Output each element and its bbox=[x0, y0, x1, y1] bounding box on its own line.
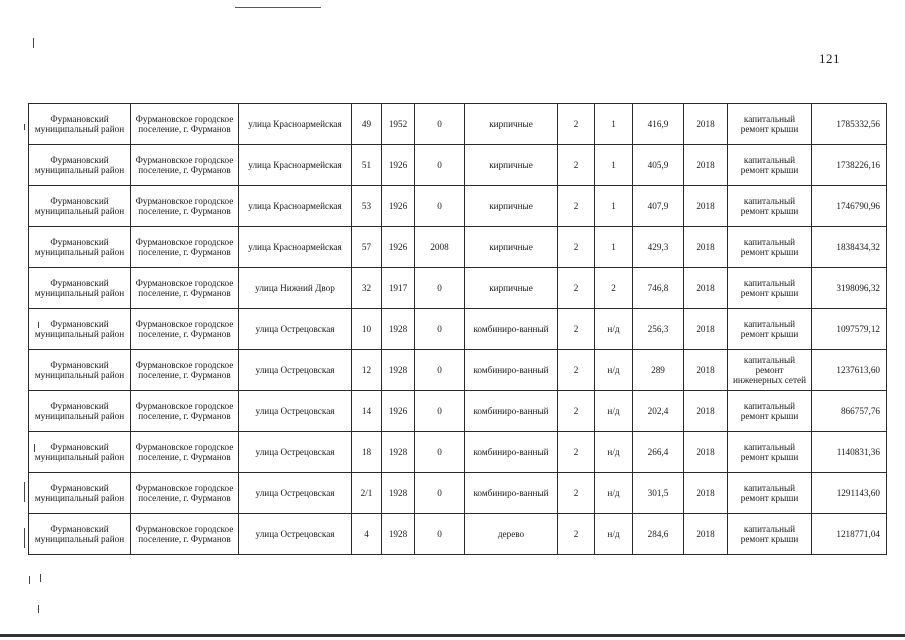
scan-edge-line-top bbox=[235, 7, 321, 8]
entrances-cell: 1 bbox=[595, 145, 633, 186]
floors-cell: 2 bbox=[558, 268, 595, 309]
house-number-cell: 2/1 bbox=[352, 473, 382, 514]
floors-cell: 2 bbox=[558, 227, 595, 268]
area-cell: 429,3 bbox=[633, 227, 684, 268]
district-cell: Фурмановский муниципальный район bbox=[29, 186, 131, 227]
work-type-cell: капитальный ремонт крыши bbox=[728, 186, 812, 227]
street-cell: улица Острецовская bbox=[239, 391, 352, 432]
entrances-cell: 2 bbox=[595, 268, 633, 309]
table-body bbox=[29, 104, 887, 555]
year-reconstruction-cell: 0 bbox=[415, 350, 465, 391]
floors-cell: 2 bbox=[558, 432, 595, 473]
scan-margin-mark bbox=[24, 482, 25, 502]
plan-year-cell: 2018 bbox=[684, 186, 728, 227]
house-number-cell: 12 bbox=[352, 350, 382, 391]
wall-material-cell: кирпичные bbox=[465, 227, 558, 268]
house-number-cell: 4 bbox=[352, 514, 382, 555]
entrances-cell: н/д bbox=[595, 473, 633, 514]
street-cell: улица Красноармейская bbox=[239, 145, 352, 186]
year-reconstruction-cell: 0 bbox=[415, 432, 465, 473]
plan-year-cell: 2018 bbox=[684, 432, 728, 473]
floors-cell: 2 bbox=[558, 309, 595, 350]
house-number-cell: 57 bbox=[352, 227, 382, 268]
year-reconstruction-cell: 0 bbox=[415, 268, 465, 309]
street-cell: улица Острецовская bbox=[239, 432, 352, 473]
area-cell: 301,5 bbox=[633, 473, 684, 514]
table-row bbox=[29, 309, 887, 350]
wall-material-cell: комбиниро-ванный bbox=[465, 309, 558, 350]
entrances-cell: н/д bbox=[595, 309, 633, 350]
cost-cell: 1746790,96 bbox=[812, 186, 887, 227]
year-reconstruction-cell: 0 bbox=[415, 309, 465, 350]
area-cell: 284,6 bbox=[633, 514, 684, 555]
street-cell: улица Красноармейская bbox=[239, 104, 352, 145]
year-built-cell: 1917 bbox=[382, 268, 415, 309]
table-row bbox=[29, 473, 887, 514]
settlement-cell: Фурмановское городское поселение, г. Фурманов bbox=[131, 104, 239, 145]
wall-material-cell: комбиниро-ванный bbox=[465, 391, 558, 432]
work-type-cell: капитальный ремонт крыши bbox=[728, 227, 812, 268]
cost-cell: 1838434,32 bbox=[812, 227, 887, 268]
house-number-cell: 18 bbox=[352, 432, 382, 473]
settlement-cell: Фурмановское городское поселение, г. Фурманов bbox=[131, 514, 239, 555]
table-row bbox=[29, 227, 887, 268]
scan-margin-mark bbox=[29, 576, 30, 584]
settlement-cell: Фурмановское городское поселение, г. Фурманов bbox=[131, 268, 239, 309]
work-type-cell: капитальный ремонт крыши bbox=[728, 309, 812, 350]
district-cell: Фурмановский муниципальный район bbox=[29, 104, 131, 145]
table-row bbox=[29, 391, 887, 432]
table-row bbox=[29, 268, 887, 309]
year-built-cell: 1928 bbox=[382, 432, 415, 473]
settlement-cell: Фурмановское городское поселение, г. Фурманов bbox=[131, 432, 239, 473]
floors-cell: 2 bbox=[558, 145, 595, 186]
floors-cell: 2 bbox=[558, 391, 595, 432]
housing-repair-table bbox=[28, 103, 887, 555]
area-cell: 405,9 bbox=[633, 145, 684, 186]
district-cell: Фурмановский муниципальный район bbox=[29, 432, 131, 473]
area-cell: 746,8 bbox=[633, 268, 684, 309]
district-cell: Фурмановский муниципальный район bbox=[29, 514, 131, 555]
plan-year-cell: 2018 bbox=[684, 514, 728, 555]
work-type-cell: капитальный ремонт крыши bbox=[728, 432, 812, 473]
table-row bbox=[29, 432, 887, 473]
entrances-cell: н/д bbox=[595, 391, 633, 432]
scan-margin-mark bbox=[33, 38, 34, 48]
house-number-cell: 51 bbox=[352, 145, 382, 186]
cost-cell: 1738226,16 bbox=[812, 145, 887, 186]
street-cell: улица Острецовская bbox=[239, 309, 352, 350]
wall-material-cell: комбиниро-ванный bbox=[465, 350, 558, 391]
street-cell: улица Острецовская bbox=[239, 473, 352, 514]
year-built-cell: 1952 bbox=[382, 104, 415, 145]
settlement-cell: Фурмановское городское поселение, г. Фурманов bbox=[131, 473, 239, 514]
wall-material-cell: кирпичные bbox=[465, 268, 558, 309]
street-cell: улица Красноармейская bbox=[239, 186, 352, 227]
area-cell: 256,3 bbox=[633, 309, 684, 350]
work-type-cell: капитальный ремонт крыши bbox=[728, 473, 812, 514]
year-built-cell: 1926 bbox=[382, 227, 415, 268]
cost-cell: 1785332,56 bbox=[812, 104, 887, 145]
district-cell: Фурмановский муниципальный район bbox=[29, 391, 131, 432]
year-built-cell: 1928 bbox=[382, 309, 415, 350]
area-cell: 407,9 bbox=[633, 186, 684, 227]
house-number-cell: 14 bbox=[352, 391, 382, 432]
table-row bbox=[29, 145, 887, 186]
plan-year-cell: 2018 bbox=[684, 473, 728, 514]
house-number-cell: 49 bbox=[352, 104, 382, 145]
wall-material-cell: комбиниро-ванный bbox=[465, 473, 558, 514]
plan-year-cell: 2018 bbox=[684, 391, 728, 432]
year-built-cell: 1928 bbox=[382, 514, 415, 555]
year-built-cell: 1926 bbox=[382, 391, 415, 432]
district-cell: Фурмановский муниципальный район bbox=[29, 227, 131, 268]
plan-year-cell: 2018 bbox=[684, 268, 728, 309]
wall-material-cell: комбиниро-ванный bbox=[465, 432, 558, 473]
area-cell: 202,4 bbox=[633, 391, 684, 432]
plan-year-cell: 2018 bbox=[684, 104, 728, 145]
year-built-cell: 1928 bbox=[382, 473, 415, 514]
work-type-cell: капитальный ремонт инженерных сетей bbox=[728, 350, 812, 391]
settlement-cell: Фурмановское городское поселение, г. Фурманов bbox=[131, 391, 239, 432]
page-number: 121 bbox=[819, 51, 840, 66]
street-cell: улица Острецовская bbox=[239, 514, 352, 555]
floors-cell: 2 bbox=[558, 514, 595, 555]
entrances-cell: 1 bbox=[595, 186, 633, 227]
table-row bbox=[29, 350, 887, 391]
street-cell: улица Нижний Двор bbox=[239, 268, 352, 309]
year-reconstruction-cell: 2008 bbox=[415, 227, 465, 268]
entrances-cell: н/д bbox=[595, 432, 633, 473]
settlement-cell: Фурмановское городское поселение, г. Фурманов bbox=[131, 350, 239, 391]
district-cell: Фурмановский муниципальный район bbox=[29, 309, 131, 350]
year-reconstruction-cell: 0 bbox=[415, 145, 465, 186]
work-type-cell: капитальный ремонт крыши bbox=[728, 104, 812, 145]
wall-material-cell: дерево bbox=[465, 514, 558, 555]
year-reconstruction-cell: 0 bbox=[415, 391, 465, 432]
scan-margin-mark bbox=[38, 605, 39, 613]
settlement-cell: Фурмановское городское поселение, г. Фурманов bbox=[131, 145, 239, 186]
work-type-cell: капитальный ремонт крыши bbox=[728, 268, 812, 309]
plan-year-cell: 2018 bbox=[684, 309, 728, 350]
plan-year-cell: 2018 bbox=[684, 145, 728, 186]
scan-edge-line-bottom bbox=[0, 634, 905, 637]
year-reconstruction-cell: 0 bbox=[415, 104, 465, 145]
cost-cell: 1218771,04 bbox=[812, 514, 887, 555]
entrances-cell: 1 bbox=[595, 104, 633, 145]
work-type-cell: капитальный ремонт крыши bbox=[728, 145, 812, 186]
wall-material-cell: кирпичные bbox=[465, 186, 558, 227]
district-cell: Фурмановский муниципальный район bbox=[29, 268, 131, 309]
scan-margin-mark bbox=[24, 528, 25, 548]
plan-year-cell: 2018 bbox=[684, 350, 728, 391]
street-cell: улица Острецовская bbox=[239, 350, 352, 391]
cost-cell: 866757,76 bbox=[812, 391, 887, 432]
floors-cell: 2 bbox=[558, 473, 595, 514]
scan-margin-mark bbox=[24, 124, 25, 130]
year-built-cell: 1928 bbox=[382, 350, 415, 391]
scan-margin-mark bbox=[40, 574, 41, 582]
district-cell: Фурмановский муниципальный район bbox=[29, 350, 131, 391]
floors-cell: 2 bbox=[558, 186, 595, 227]
year-reconstruction-cell: 0 bbox=[415, 514, 465, 555]
district-cell: Фурмановский муниципальный район bbox=[29, 145, 131, 186]
house-number-cell: 53 bbox=[352, 186, 382, 227]
cost-cell: 3198096,32 bbox=[812, 268, 887, 309]
area-cell: 266,4 bbox=[633, 432, 684, 473]
table-row bbox=[29, 514, 887, 555]
entrances-cell: 1 bbox=[595, 227, 633, 268]
settlement-cell: Фурмановское городское поселение, г. Фурманов bbox=[131, 186, 239, 227]
year-built-cell: 1926 bbox=[382, 186, 415, 227]
district-cell: Фурмановский муниципальный район bbox=[29, 473, 131, 514]
house-number-cell: 32 bbox=[352, 268, 382, 309]
wall-material-cell: кирпичные bbox=[465, 145, 558, 186]
wall-material-cell: кирпичные bbox=[465, 104, 558, 145]
work-type-cell: капитальный ремонт крыши bbox=[728, 391, 812, 432]
entrances-cell: н/д bbox=[595, 514, 633, 555]
cost-cell: 1140831,36 bbox=[812, 432, 887, 473]
cost-cell: 1237613,60 bbox=[812, 350, 887, 391]
settlement-cell: Фурмановское городское поселение, г. Фурманов bbox=[131, 309, 239, 350]
floors-cell: 2 bbox=[558, 104, 595, 145]
street-cell: улица Красноармейская bbox=[239, 227, 352, 268]
cost-cell: 1291143,60 bbox=[812, 473, 887, 514]
entrances-cell: н/д bbox=[595, 350, 633, 391]
house-number-cell: 10 bbox=[352, 309, 382, 350]
settlement-cell: Фурмановское городское поселение, г. Фурманов bbox=[131, 227, 239, 268]
cost-cell: 1097579,12 bbox=[812, 309, 887, 350]
floors-cell: 2 bbox=[558, 350, 595, 391]
work-type-cell: капитальный ремонт крыши bbox=[728, 514, 812, 555]
table-row bbox=[29, 186, 887, 227]
year-built-cell: 1926 bbox=[382, 145, 415, 186]
plan-year-cell: 2018 bbox=[684, 227, 728, 268]
year-reconstruction-cell: 0 bbox=[415, 473, 465, 514]
area-cell: 416,9 bbox=[633, 104, 684, 145]
year-reconstruction-cell: 0 bbox=[415, 186, 465, 227]
table-row bbox=[29, 104, 887, 145]
area-cell: 289 bbox=[633, 350, 684, 391]
